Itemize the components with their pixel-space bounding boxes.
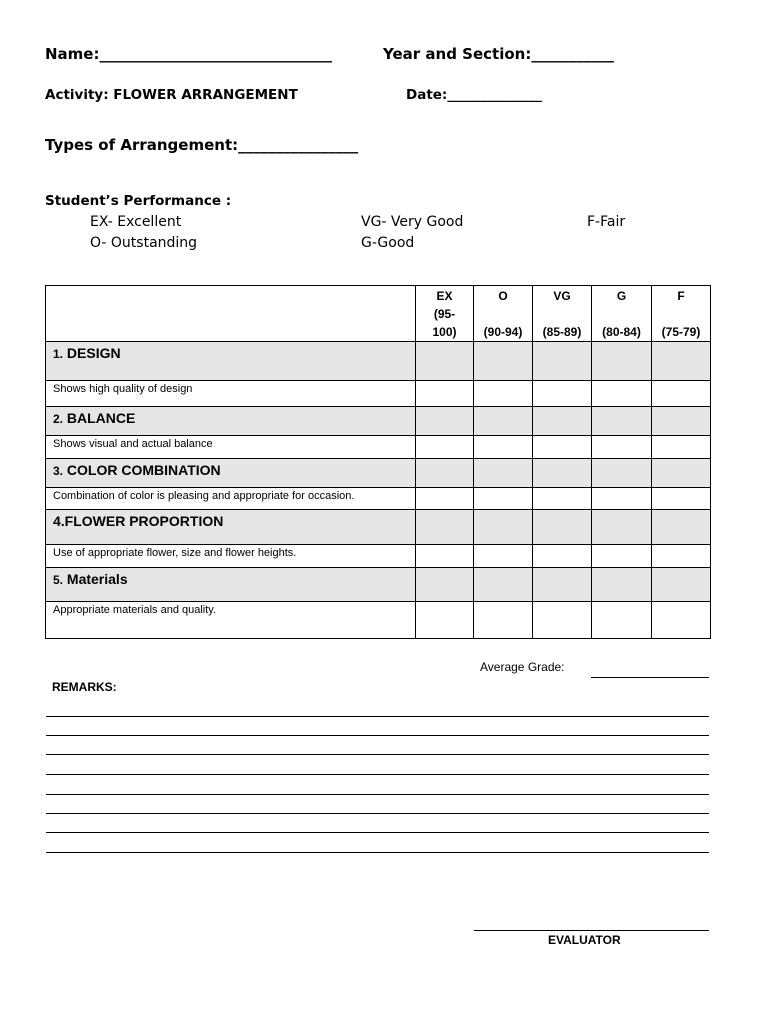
grade-cell[interactable] bbox=[652, 510, 711, 545]
column-header-ex: EX (95- 100) bbox=[416, 286, 474, 342]
grade-cell[interactable] bbox=[416, 545, 474, 568]
grade-cell[interactable] bbox=[416, 568, 474, 602]
grade-cell[interactable] bbox=[416, 342, 474, 381]
grade-cell[interactable] bbox=[592, 407, 652, 436]
grade-cell[interactable] bbox=[474, 510, 533, 545]
grade-cell[interactable] bbox=[474, 381, 533, 407]
legend-vg: VG- Very Good bbox=[361, 214, 464, 230]
remarks-line[interactable] bbox=[46, 754, 709, 755]
grade-cell[interactable] bbox=[533, 510, 592, 545]
grade-cell[interactable] bbox=[474, 342, 533, 381]
grade-cell[interactable] bbox=[652, 568, 711, 602]
grade-cell[interactable] bbox=[474, 568, 533, 602]
evaluator-signature-line[interactable] bbox=[474, 930, 709, 931]
grade-cell[interactable] bbox=[416, 602, 474, 639]
grade-cell[interactable] bbox=[533, 602, 592, 639]
grade-cell[interactable] bbox=[533, 342, 592, 381]
criterion-description: Shows high quality of design bbox=[46, 381, 416, 407]
remarks-line[interactable] bbox=[46, 832, 709, 833]
grade-cell[interactable] bbox=[652, 381, 711, 407]
grade-cell[interactable] bbox=[533, 488, 592, 510]
table-row bbox=[46, 436, 711, 459]
remarks-line[interactable] bbox=[46, 852, 709, 853]
table-row bbox=[46, 459, 711, 488]
grade-cell[interactable] bbox=[474, 459, 533, 488]
column-header-o: O (90-94) bbox=[474, 286, 533, 342]
table-row bbox=[46, 545, 711, 568]
legend-g: G-Good bbox=[361, 235, 415, 251]
grade-cell[interactable] bbox=[592, 459, 652, 488]
criterion-title: 5. Materials bbox=[46, 568, 416, 602]
column-header-g: G (80-84) bbox=[592, 286, 652, 342]
table-header-row bbox=[46, 286, 711, 342]
performance-title: Student’s Performance : bbox=[45, 193, 232, 209]
table-row bbox=[46, 488, 711, 510]
grade-cell[interactable] bbox=[592, 381, 652, 407]
legend-ex: EX- Excellent bbox=[90, 214, 182, 230]
grade-cell[interactable] bbox=[652, 602, 711, 639]
grade-cell[interactable] bbox=[592, 510, 652, 545]
grade-cell[interactable] bbox=[652, 459, 711, 488]
criterion-description: Appropriate materials and quality. bbox=[46, 602, 416, 639]
grade-cell[interactable] bbox=[592, 488, 652, 510]
grade-cell[interactable] bbox=[474, 407, 533, 436]
name-field-label: Name:_______________________________ bbox=[45, 45, 332, 63]
average-grade-line[interactable] bbox=[591, 677, 709, 678]
grade-cell[interactable] bbox=[652, 342, 711, 381]
column-header-f: F (75-79) bbox=[652, 286, 711, 342]
activity-label: Activity: FLOWER ARRANGEMENT bbox=[45, 87, 298, 103]
table-row bbox=[46, 602, 711, 639]
grade-cell[interactable] bbox=[533, 436, 592, 459]
grade-cell[interactable] bbox=[416, 459, 474, 488]
grade-cell[interactable] bbox=[592, 602, 652, 639]
criterion-title: 2. BALANCE bbox=[46, 407, 416, 436]
grade-cell[interactable] bbox=[533, 545, 592, 568]
grade-cell[interactable] bbox=[416, 488, 474, 510]
grade-cell[interactable] bbox=[533, 407, 592, 436]
table-row bbox=[46, 381, 711, 407]
criterion-title: 4.FLOWER PROPORTION bbox=[46, 510, 416, 545]
grade-cell[interactable] bbox=[474, 602, 533, 639]
grade-cell[interactable] bbox=[416, 381, 474, 407]
grade-cell[interactable] bbox=[474, 488, 533, 510]
remarks-line[interactable] bbox=[46, 774, 709, 775]
legend-f: F-Fair bbox=[587, 214, 626, 230]
grade-cell[interactable] bbox=[533, 381, 592, 407]
table-row bbox=[46, 342, 711, 381]
criterion-title: 3. COLOR COMBINATION bbox=[46, 459, 416, 488]
grade-cell[interactable] bbox=[416, 436, 474, 459]
year-section-field-label: Year and Section:___________ bbox=[383, 45, 614, 63]
criterion-description: Use of appropriate flower, size and flower heights. bbox=[46, 545, 416, 568]
grade-cell[interactable] bbox=[592, 342, 652, 381]
grade-cell[interactable] bbox=[416, 510, 474, 545]
grade-cell[interactable] bbox=[533, 568, 592, 602]
criterion-title: 1. DESIGN bbox=[46, 342, 416, 381]
table-row bbox=[46, 407, 711, 436]
types-of-arrangement-label: Types of Arrangement:________________ bbox=[45, 136, 359, 154]
remarks-line[interactable] bbox=[46, 813, 709, 814]
rubric-table bbox=[45, 285, 711, 639]
grade-cell[interactable] bbox=[592, 436, 652, 459]
evaluator-label: EVALUATOR bbox=[548, 933, 621, 947]
criteria-header-cell bbox=[46, 286, 416, 342]
grade-cell[interactable] bbox=[416, 407, 474, 436]
criterion-description: Shows visual and actual balance bbox=[46, 436, 416, 459]
grade-cell[interactable] bbox=[652, 407, 711, 436]
criterion-description: Combination of color is pleasing and appropriate for occasion. bbox=[46, 488, 416, 510]
remarks-line[interactable] bbox=[46, 794, 709, 795]
grade-cell[interactable] bbox=[592, 568, 652, 602]
legend-o: O- Outstanding bbox=[90, 235, 198, 251]
grade-cell[interactable] bbox=[474, 436, 533, 459]
remarks-label: REMARKS: bbox=[52, 680, 117, 694]
grade-cell[interactable] bbox=[652, 545, 711, 568]
remarks-line[interactable] bbox=[46, 716, 709, 717]
table-row bbox=[46, 510, 711, 545]
grade-cell[interactable] bbox=[533, 459, 592, 488]
grade-cell[interactable] bbox=[474, 545, 533, 568]
average-grade-label: Average Grade: bbox=[480, 660, 565, 674]
date-field-label: Date:______________ bbox=[406, 87, 542, 103]
grade-cell[interactable] bbox=[592, 545, 652, 568]
grade-cell[interactable] bbox=[652, 436, 711, 459]
column-header-vg: VG (85-89) bbox=[533, 286, 592, 342]
table-row bbox=[46, 568, 711, 602]
remarks-line[interactable] bbox=[46, 735, 709, 736]
grade-cell[interactable] bbox=[652, 488, 711, 510]
